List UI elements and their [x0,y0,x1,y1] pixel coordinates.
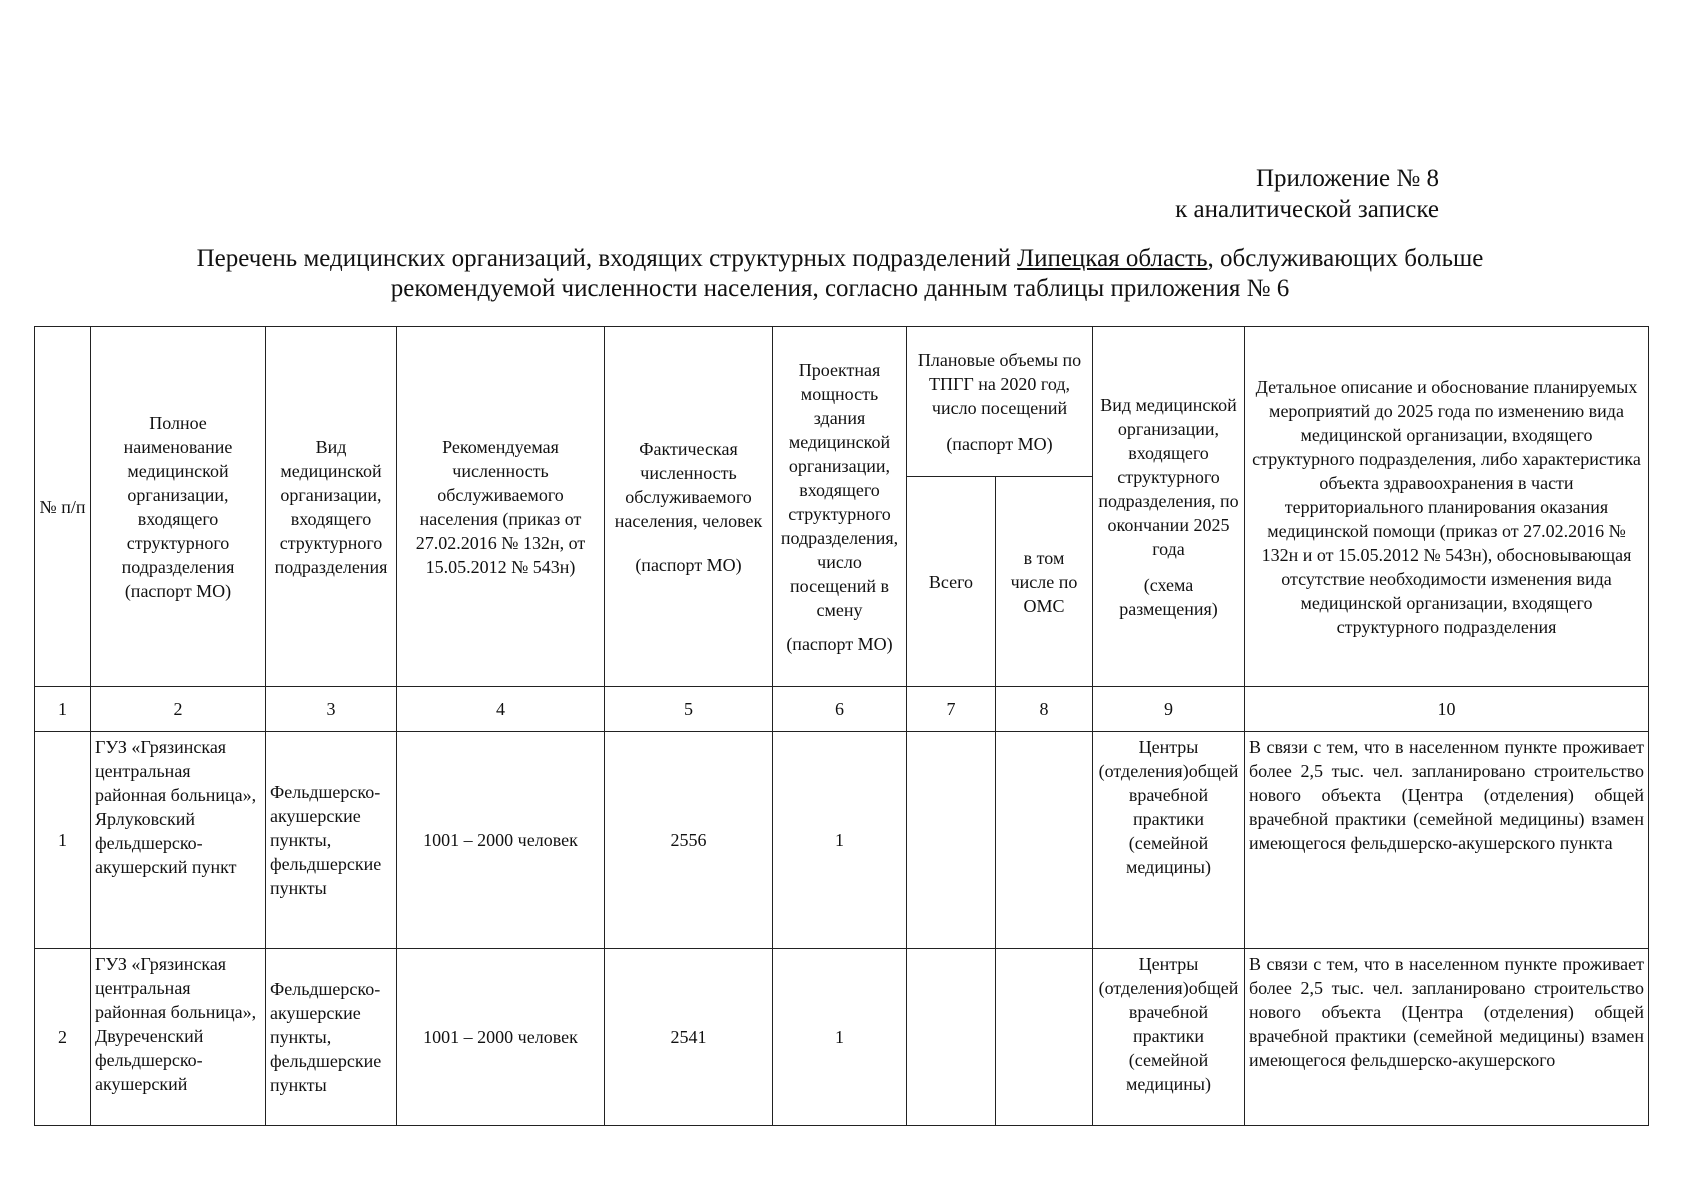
planned-total [907,949,996,1126]
actual-population: 2541 [605,949,773,1126]
column-index: 2 [91,687,266,732]
org-name: ГУЗ «Грязинская центральная районная больница», Двуреченский фельдшерско-акушерский [91,949,266,1126]
col-header-total: Всего [907,477,996,687]
org-type: Фельдшерско-акушерские пункты, фельдшерские пункты [266,949,397,1126]
column-index: 5 [605,687,773,732]
col-header-actual [605,327,773,687]
col-header-recommended: Рекомендуемая численность обслуживаемого населения (приказ от 27.02.2016 № 132н, от 15.05.2012 № 543н) [397,327,605,687]
col-header-type-2025-note: (схема размещения) [1119,574,1218,619]
table-row [35,732,1649,949]
planned-oms [996,949,1093,1126]
title-part-1: Перечень медицинских организаций, входящих структурных подразделений [196,245,1018,272]
header-row-1 [35,327,1649,477]
design-capacity: 1 [773,732,907,949]
column-index: 3 [266,687,397,732]
col-header-name: Полное наименование медицинской организации, входящего структурного подразделения (паспорт МО) [91,327,266,687]
row-number: 2 [35,949,91,1126]
recommended-population: 1001 – 2000 человек [397,732,605,949]
planned-total [907,732,996,949]
table-row [35,949,1649,1126]
col-header-oms: в том числе по ОМС [996,477,1093,687]
description: В связи с тем, что в населенном пункте проживает более 2,5 тыс. чел. запланировано строительство нового объекта (Центра (отделения) общей врачебной практики (семейной медицины) взамен имеющегося фельдшерско-акушерского пункта [1245,732,1649,949]
org-type: Фельдшерско-акушерские пункты, фельдшерские пункты [266,732,397,949]
planned-oms [996,732,1093,949]
appendix-subtitle: к аналитической записке [1175,196,1439,223]
org-type-2025: Центры (отделения)общей врачебной практики (семейной медицины) [1093,949,1245,1126]
row-number: 1 [35,732,91,949]
document-title [120,244,1560,304]
col-header-description: Детальное описание и обоснование планируемых мероприятий до 2025 года по изменению вида медицинской организации, входящего структурного подразделения, либо характеристика объекта здравоохранения в части территориального планирования оказания медицинской помощи (приказ от 27.02.2016 № 132н и от 15.05.2012 № 543н), обосновывающая отсутствие необходимости изменения вида медицинской организации, входящего структурного подразделения [1245,327,1649,687]
recommended-population: 1001 – 2000 человек [397,949,605,1126]
column-index-row [35,687,1649,732]
col-header-actual-label: Фактическая численность обслуживаемого населения, человек [614,438,763,531]
column-index: 7 [907,687,996,732]
column-index: 4 [397,687,605,732]
column-index: 6 [773,687,907,732]
col-header-num: № п/п [35,327,91,687]
col-header-type: Вид медицинской организации, входящего структурного подразделения [266,327,397,687]
description: В связи с тем, что в населенном пункте проживает более 2,5 тыс. чел. запланировано строительство нового объекта (Центра (отделения) общей врачебной практики (семейной медицины) взамен имеющегося фельдшерско-акушерского [1245,949,1649,1126]
col-header-planned-group [907,327,1093,477]
appendix-number: Приложение № 8 [1255,165,1439,192]
organizations-table [34,326,1649,1126]
title-part-2: , обслуживающих больше рекомендуемой численности населения, согласно данным таблицы приложения № 6 [390,245,1484,302]
col-header-type-2025-label: Вид медицинской организации, входящего структурного подразделения, по окончании 2025 года [1098,394,1239,559]
col-header-capacity-label: Проектная мощность здания медицинской организации, входящего структурного подразделения, число посещений в смену [780,359,899,620]
col-header-capacity [773,327,907,687]
column-index: 9 [1093,687,1245,732]
org-type-2025: Центры (отделения)общей врачебной практики (семейной медицины) [1093,732,1245,949]
org-name: ГУЗ «Грязинская центральная районная больница», Ярлуковский фельдшерско-акушерский пункт [91,732,266,949]
actual-population: 2556 [605,732,773,949]
column-index: 1 [35,687,91,732]
col-header-capacity-note: (паспорт МО) [786,633,893,654]
col-header-actual-note: (паспорт МО) [635,554,742,575]
design-capacity: 1 [773,949,907,1126]
col-header-planned-note: (паспорт МО) [946,433,1053,454]
column-index: 8 [996,687,1093,732]
title-region: Липецкая область [1017,245,1208,272]
col-header-planned-label: Плановые объемы по ТПГГ на 2020 год, число посещений [917,349,1082,418]
column-index: 10 [1245,687,1649,732]
col-header-type-2025 [1093,327,1245,687]
